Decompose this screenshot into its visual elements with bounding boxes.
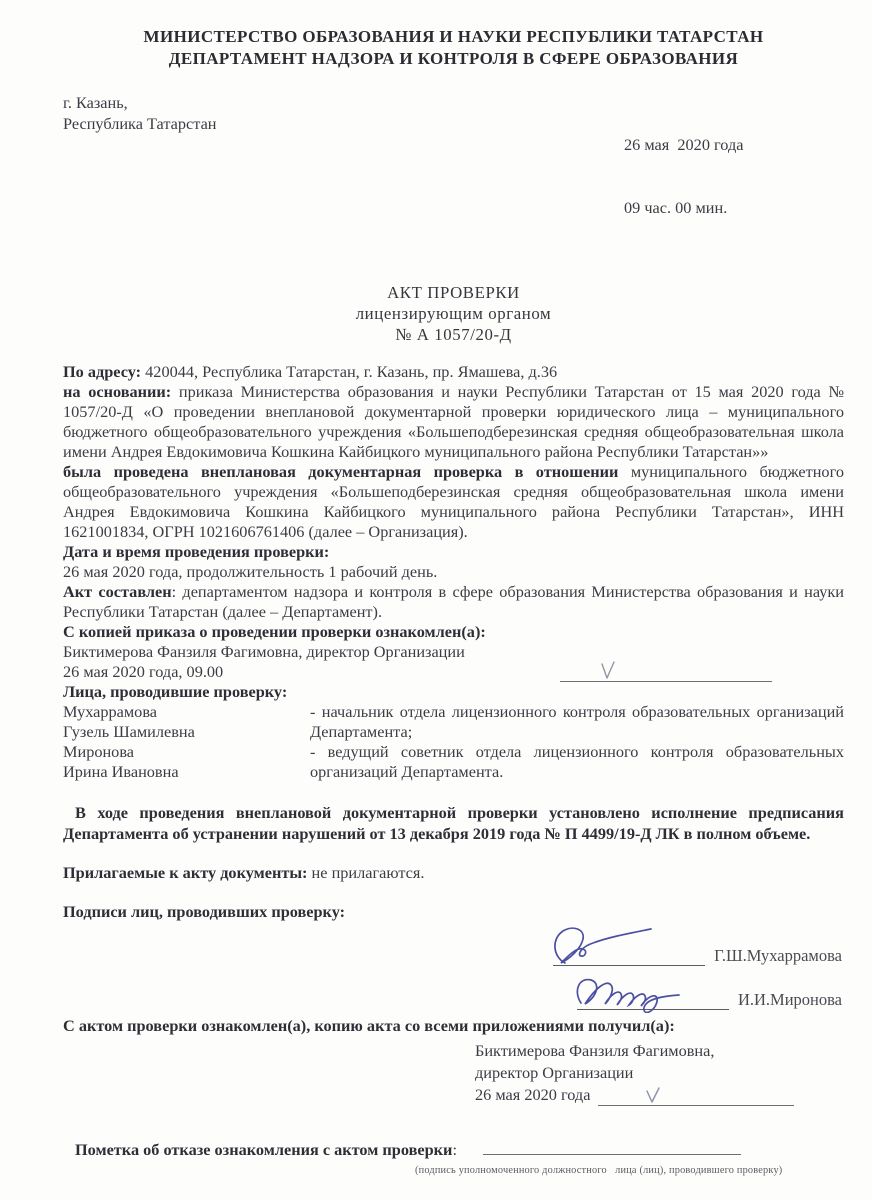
inspector-givenname: Ирина Ивановна	[63, 762, 179, 781]
inspector-surname: Миронова	[63, 742, 135, 761]
refusal-caption: (подпись уполномоченного должностного лица (лиц), проводившего проверку)	[415, 1165, 783, 1176]
signature-line	[553, 949, 705, 966]
doc-header	[63, 26, 844, 70]
inspection-datetime-heading	[63, 542, 844, 562]
inspector-surname: Мухаррамова	[63, 702, 158, 721]
copy-review-label: С копией приказа о проведении проверки ознакомлен(а):	[63, 622, 486, 641]
address-label: По адресу:	[63, 362, 142, 381]
signature-row	[63, 926, 844, 966]
refusal-label: Пометка об отказе ознакомления с актом проверки	[75, 1140, 453, 1159]
signature-row	[63, 970, 844, 1010]
copy-review-heading	[63, 622, 844, 642]
document-body	[63, 362, 844, 1181]
inspector-role: - начальник отдела лицензионного контроля образовательных организаций Департамента;	[310, 702, 844, 741]
copy-review-date-row	[63, 662, 844, 682]
findings-paragraph: В ходе проведения внеплановой документарной проверки установлено исполнение предписания Департамента об устранении нарушений от 13 декабря 2019 года № П 4499/19-Д ЛК в полном объеме.	[63, 803, 844, 843]
signature-line	[598, 1088, 794, 1106]
handwritten-signature-icon	[547, 923, 677, 969]
refusal-section	[63, 1138, 844, 1181]
handwritten-signature-icon	[571, 973, 701, 1013]
inspector-role: - ведущий советник отдела лицензионного контроля образовательных организаций Департамента.	[310, 742, 844, 781]
composed-paragraph	[63, 582, 844, 622]
conducted-label: была проведена внеплановая документарная проверка в отношении	[63, 462, 619, 481]
attachments-label: Прилагаемые к акту документы:	[63, 863, 308, 882]
inspection-datetime-value: 26 мая 2020 года, продолжительность 1 рабочий день.	[63, 562, 438, 581]
inspectors-heading	[63, 682, 844, 702]
date-line: 26 мая 2020 года	[624, 135, 744, 154]
acknowledgment-heading: С актом проверки ознакомлен(а), копию акта со всеми приложениями получил(а):	[63, 1016, 675, 1035]
inspector-row	[63, 742, 844, 782]
acknowledgment-role: директор Организации	[475, 1063, 634, 1082]
composed-label: Акт составлен	[63, 582, 172, 601]
conducted-value: муниципального бюджетного общеобразовательного учреждения «Большеподберезинская средняя общеобразовательная школа имени Андрея Евдокимовича Кошкина Кайбицкого муниципального района Республики Татарстан», ИНН 1621001834, ОГРН 1021606761406 (далее – Организация).	[63, 462, 844, 541]
place-block	[63, 92, 217, 260]
inspector-row	[63, 702, 844, 742]
signatures-label: Подписи лиц, проводивших проверку:	[63, 902, 346, 921]
basis-value: приказа Министерства образования и науки Республики Татарстан от 15 мая 2020 года № 1057/20-Д «О проведении внеплановой документарной проверки юридического лица – муниципального бюджетного общеобразовательного учреждения «Большеподберезинская средняя общеобразовательная школа имени Андрея Евдокимовича Кошкина Кайбицкого муниципального района Республики Татарстан»»	[63, 382, 844, 461]
department-line: ДЕПАРТАМЕНТ НАДЗОРА И КОНТРОЛЯ В СФЕРЕ ОБРАЗОВАНИЯ	[168, 49, 739, 68]
composed-value: : департаментом надзора и контроля в сфере образования Министерства образования и науки Республики Татарстан (далее – Департамент).	[63, 582, 844, 621]
refusal-row	[63, 1138, 844, 1160]
acknowledgment-date: 26 мая 2020 года	[475, 1085, 591, 1104]
doc-subtitle: лицензирующим органом	[355, 304, 552, 323]
title-block	[63, 282, 844, 345]
attachments-value: не прилагаются.	[307, 863, 425, 882]
doc-title: АКТ ПРОВЕРКИ	[387, 283, 520, 302]
refusal-signature-line	[483, 1138, 741, 1155]
refusal-colon: :	[452, 1140, 457, 1159]
signature-line	[577, 993, 729, 1010]
address-value: 420044, Республика Татарстан, г. Казань, пр. Ямашева, д.36	[141, 362, 558, 381]
inspection-datetime-label: Дата и время проведения проверки:	[63, 542, 330, 561]
inspectors-label: Лица, проводившие проверку:	[63, 682, 288, 701]
acknowledgment-person: Биктимерова Фанзиля Фагимовна,	[475, 1041, 715, 1060]
place-line-2: Республика Татарстан	[63, 114, 217, 133]
acknowledgment-block	[475, 1040, 844, 1106]
signer-name: Г.Ш.Мухаррамова	[714, 946, 842, 965]
address-paragraph	[63, 362, 844, 382]
inspector-name	[63, 742, 310, 782]
copy-review-datetime: 26 мая 2020 года, 09.00	[63, 662, 224, 681]
time-line: 09 час. 00 мин.	[624, 198, 728, 217]
place-line-1: г. Казань,	[63, 93, 128, 112]
signature-line	[560, 663, 772, 682]
basis-paragraph	[63, 382, 844, 462]
inspector-name	[63, 702, 310, 742]
ministry-line: МИНИСТЕРСТВО ОБРАЗОВАНИЯ И НАУКИ РЕСПУБЛИКИ ТАТАРСТАН	[143, 27, 764, 46]
checkmark-icon	[646, 1087, 661, 1104]
signer-name: И.И.Миронова	[737, 990, 842, 1009]
conducted-paragraph	[63, 462, 844, 542]
meta-row	[63, 92, 844, 260]
attachments-paragraph	[63, 863, 844, 883]
doc-number: № А 1057/20-Д	[395, 325, 512, 344]
acknowledgment-date-row	[475, 1084, 844, 1106]
inspector-givenname: Гузель Шамилевна	[63, 722, 195, 741]
signatures-heading	[63, 902, 844, 922]
basis-label: на основании:	[63, 382, 172, 401]
checkmark-icon	[600, 661, 616, 680]
copy-review-person: Биктимерова Фанзиля Фагимовна, директор Организации	[63, 642, 465, 661]
datetime-block	[624, 92, 844, 260]
